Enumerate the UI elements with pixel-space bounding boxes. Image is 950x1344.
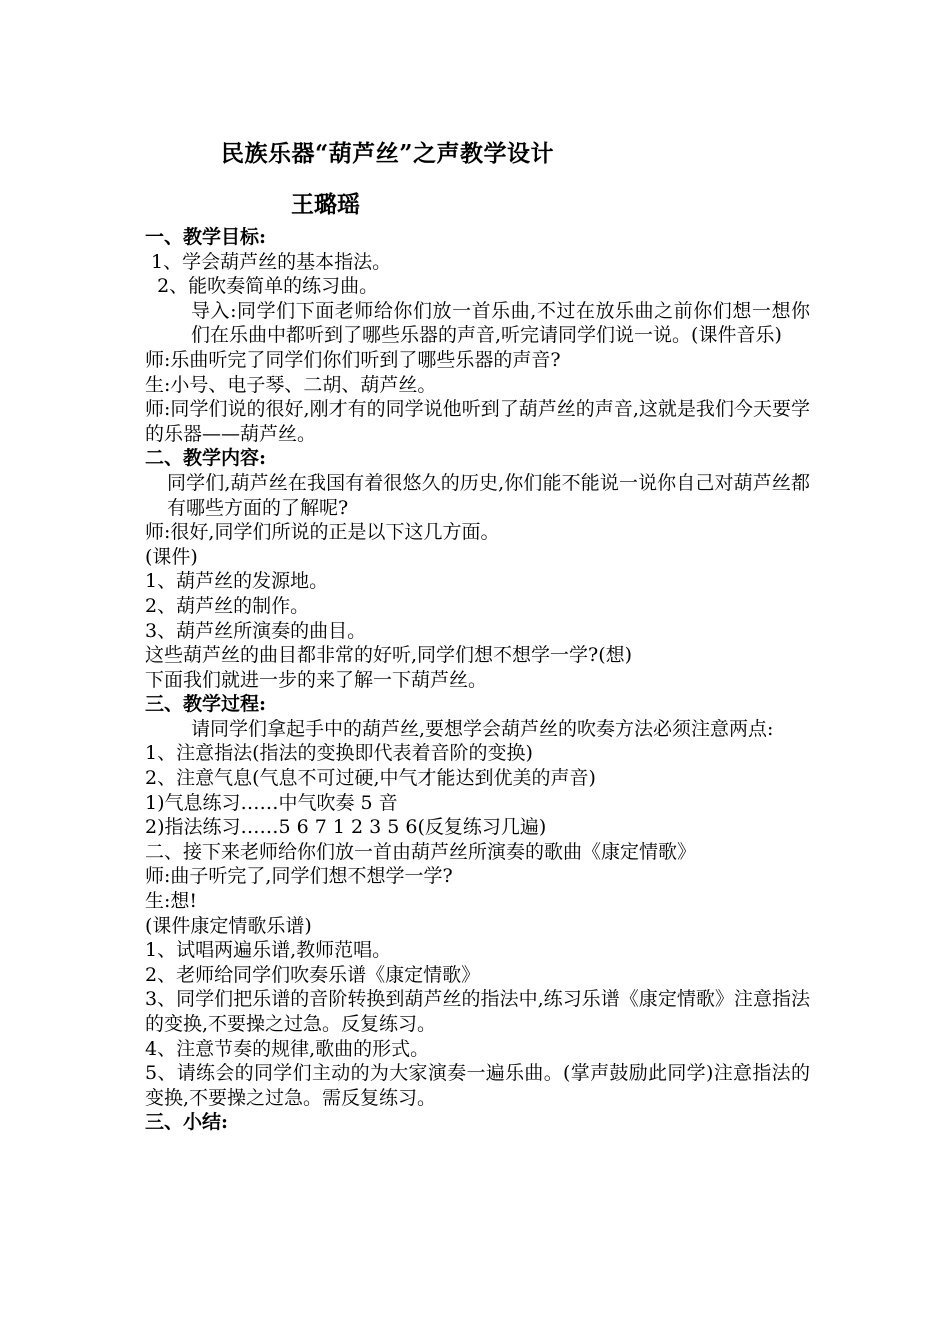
paragraph: 1、学会葫芦丝的基本指法。 [145, 250, 392, 273]
document-body [145, 225, 810, 1135]
paragraph: 导入:同学们下面老师给你们放一首乐曲,不过在放乐曲之前你们想一想你们在乐曲中都听到了哪些乐器的声音,听完请同学们说一说。(课件音乐) [191, 299, 810, 347]
paragraph: 2、能吹奏简单的练习曲。 [145, 275, 379, 298]
paragraph: 请同学们拿起手中的葫芦丝,要想学会葫芦丝的吹奏方法必须注意两点: [191, 717, 774, 740]
list-item: 1、葫芦丝的发源地。 [145, 570, 329, 593]
paragraph: 师:曲子听完了,同学们想不想学一学? [145, 865, 453, 888]
list-item: 2、老师给同学们吹奏乐谱《康定情歌》 [145, 963, 481, 986]
paragraph: 师:很好,同学们所说的正是以下这几方面。 [145, 521, 500, 544]
paragraph: 师:同学们说的很好,刚才有的同学说他听到了葫芦丝的声音,这就是我们今天要学的乐器——葫芦丝。 [145, 398, 810, 445]
list-item: 2)指法练习……5 6 7 1 2 3 5 6(反复练习几遍) [145, 816, 547, 839]
section-heading-content: 二、教学内容: [145, 447, 267, 470]
list-item: 1)气息练习……中气吹奏 5 音 [145, 791, 398, 814]
paragraph: 下面我们就进一步的来了解一下葫芦丝。 [145, 668, 488, 691]
list-item: 3、葫芦丝所演奏的曲目。 [145, 619, 367, 642]
paragraph: (课件) [145, 545, 198, 568]
list-item: 1、注意指法(指法的变换即代表着音阶的变换) [145, 742, 533, 765]
paragraph: 这些葫芦丝的曲目都非常的好听,同学们想不想学一学?(想) [145, 644, 633, 667]
section-heading-process: 三、教学过程: [145, 693, 267, 716]
list-item: 5、请练会的同学们主动的为大家演奏一遍乐曲。(掌声鼓励此同学)注意指法的变换,不要操之过急。需反复练习。 [145, 1062, 810, 1109]
list-item: 2、葫芦丝的制作。 [145, 594, 310, 617]
paragraph: (课件康定情歌乐谱) [145, 914, 312, 937]
list-item: 1、试唱两遍乐谱,教师范唱。 [145, 939, 392, 962]
list-item: 3、同学们把乐谱的音阶转换到葫芦丝的指法中,练习乐谱《康定情歌》注意指法的变换,不要操之过急。反复练习。 [145, 988, 810, 1035]
list-item: 4、注意节奏的规律,歌曲的形式。 [145, 1037, 430, 1060]
paragraph: 师:乐曲听完了同学们你们听到了哪些乐器的声音? [145, 348, 561, 371]
list-item: 2、注意气息(气息不可过硬,中气才能达到优美的声音) [145, 767, 596, 790]
document-title: 民族乐器“葫芦丝”之声教学设计 [221, 140, 554, 167]
section-heading-summary: 三、小结: [145, 1111, 229, 1134]
author-name: 王璐瑶 [291, 191, 360, 218]
paragraph: 同学们,葫芦丝在我国有着很悠久的历史,你们能不能说一说你自己对葫芦丝都有哪些方面的了解呢? [167, 471, 810, 519]
section-heading-goals: 一、教学目标: [145, 226, 267, 248]
paragraph: 生:想! [145, 890, 198, 913]
paragraph: 生:小号、电子琴、二胡、葫芦丝。 [145, 373, 437, 396]
paragraph: 二、接下来老师给你们放一首由葫芦丝所演奏的歌曲《康定情歌》 [145, 840, 697, 863]
